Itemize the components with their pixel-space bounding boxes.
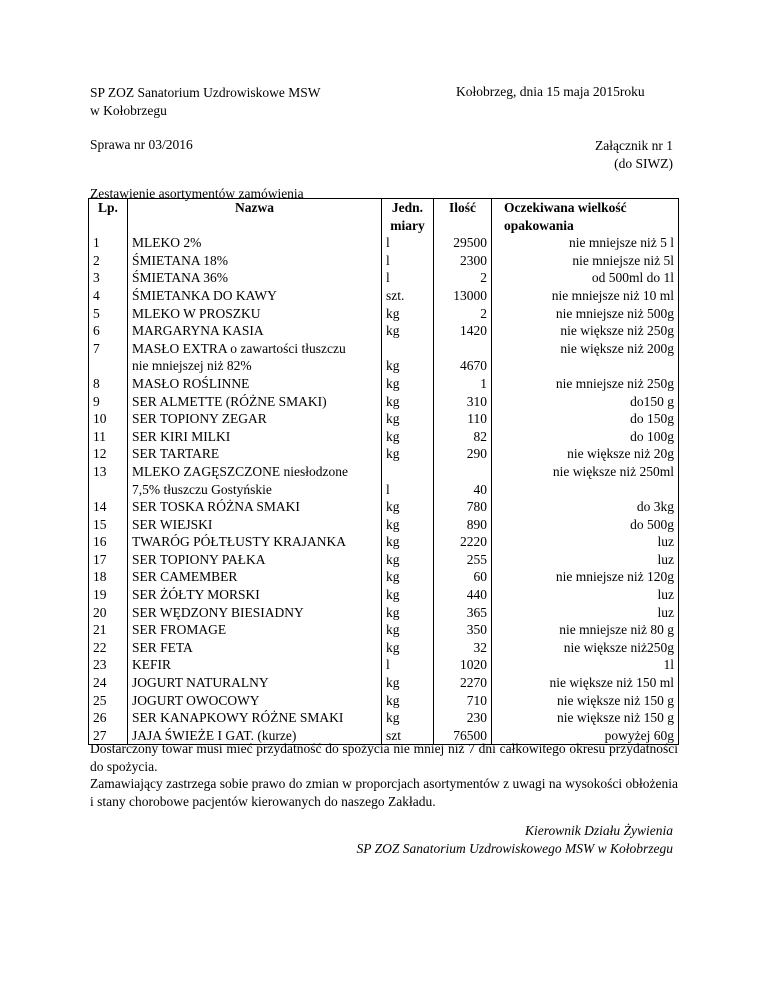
cell-unit: kg bbox=[382, 410, 434, 428]
cell-unit: kg bbox=[382, 393, 434, 411]
cell-unit: l bbox=[382, 656, 434, 674]
cell-lp: 10 bbox=[89, 410, 128, 428]
cell-qty: 1020 bbox=[434, 656, 492, 674]
cell-qty: 76500 bbox=[434, 727, 492, 745]
cell-lp: 14 bbox=[89, 498, 128, 516]
cell-lp: 19 bbox=[89, 586, 128, 604]
cell-name bbox=[128, 428, 382, 446]
cell-unit: kg bbox=[382, 586, 434, 604]
signature-line-1: Kierownik Działu Żywienia bbox=[525, 823, 673, 838]
cell-packaging: nie mniejsze niż 80 g bbox=[492, 621, 679, 639]
cell-packaging: nie większe niż 250g bbox=[492, 322, 679, 340]
cell-lp: 18 bbox=[89, 568, 128, 586]
cell-name-line-1: SER KIRI MILKI bbox=[132, 428, 231, 444]
org-line-1: SP ZOZ Sanatorium Uzdrowiskowe MSW bbox=[90, 85, 321, 100]
table-row bbox=[89, 393, 679, 411]
header-packaging bbox=[492, 199, 679, 235]
cell-name bbox=[128, 393, 382, 411]
cell-lp: 26 bbox=[89, 709, 128, 727]
cell-unit: kg bbox=[382, 516, 434, 534]
cell-lp: 15 bbox=[89, 516, 128, 534]
table-row bbox=[89, 252, 679, 270]
cell-lp: 12 bbox=[89, 445, 128, 463]
cell-name-line-1: MLEKO W PROSZKU bbox=[132, 305, 261, 321]
cell-packaging: nie większe niż 250ml bbox=[492, 463, 679, 498]
cell-name bbox=[128, 656, 382, 674]
cell-packaging: do 150g bbox=[492, 410, 679, 428]
cell-qty: 2 bbox=[434, 269, 492, 287]
cell-unit: l bbox=[382, 234, 434, 252]
cell-packaging: luz bbox=[492, 533, 679, 551]
cell-name bbox=[128, 533, 382, 551]
cell-qty: 230 bbox=[434, 709, 492, 727]
cell-packaging: do150 g bbox=[492, 393, 679, 411]
cell-unit: kg bbox=[382, 445, 434, 463]
cell-unit: kg bbox=[382, 568, 434, 586]
header-pack-line-2: opakowania bbox=[504, 217, 574, 233]
cell-name-line-1: JOGURT NATURALNY bbox=[132, 675, 269, 691]
cell-qty: 255 bbox=[434, 551, 492, 569]
cell-lp: 13 bbox=[89, 463, 128, 498]
cell-name bbox=[128, 445, 382, 463]
cell-lp: 20 bbox=[89, 604, 128, 622]
cell-qty: 32 bbox=[434, 639, 492, 657]
cell-packaging: nie mniejsze niż 5l bbox=[492, 252, 679, 270]
cell-name bbox=[128, 375, 382, 393]
cell-qty: 82 bbox=[434, 428, 492, 446]
cell-name bbox=[128, 604, 382, 622]
cell-qty: 440 bbox=[434, 586, 492, 604]
cell-lp: 1 bbox=[89, 234, 128, 252]
cell-name bbox=[128, 252, 382, 270]
cell-unit: kg bbox=[382, 498, 434, 516]
cell-unit: kg bbox=[382, 621, 434, 639]
cell-unit: kg bbox=[382, 533, 434, 551]
cell-name bbox=[128, 498, 382, 516]
cell-unit: kg bbox=[382, 709, 434, 727]
cell-packaging: do 3kg bbox=[492, 498, 679, 516]
attachment-line-1: Załącznik nr 1 bbox=[595, 138, 673, 153]
cell-qty: 13000 bbox=[434, 287, 492, 305]
cell-lp: 11 bbox=[89, 428, 128, 446]
cell-unit: szt bbox=[382, 727, 434, 745]
cell-unit: szt. bbox=[382, 287, 434, 305]
cell-name bbox=[128, 709, 382, 727]
cell-name-line-1: MASŁO ROŚLINNE bbox=[132, 375, 250, 391]
cell-qty: 60 bbox=[434, 568, 492, 586]
cell-lp: 5 bbox=[89, 305, 128, 323]
header-qty: Ilość bbox=[434, 199, 492, 235]
cell-unit: kg bbox=[382, 551, 434, 569]
table-row bbox=[89, 340, 679, 375]
table-row bbox=[89, 305, 679, 323]
cell-qty: 310 bbox=[434, 393, 492, 411]
cell-qty: 780 bbox=[434, 498, 492, 516]
cell-packaging: nie mniejsze niż 5 l bbox=[492, 234, 679, 252]
cell-name bbox=[128, 463, 382, 498]
cell-name-line-1: SER TARTARE bbox=[132, 446, 220, 462]
table-row bbox=[89, 551, 679, 569]
cell-unit: kg bbox=[382, 305, 434, 323]
cell-qty: 4670 bbox=[434, 340, 492, 375]
cell-qty: 365 bbox=[434, 604, 492, 622]
cell-unit: kg bbox=[382, 340, 434, 375]
cell-qty: 290 bbox=[434, 445, 492, 463]
cell-unit: l bbox=[382, 463, 434, 498]
cell-packaging: luz bbox=[492, 586, 679, 604]
cell-name bbox=[128, 287, 382, 305]
cell-name bbox=[128, 674, 382, 692]
cell-name-line-1: SER TOPIONY ZEGAR bbox=[132, 411, 267, 427]
cell-qty: 2300 bbox=[434, 252, 492, 270]
table-row bbox=[89, 621, 679, 639]
cell-name-line-1: MARGARYNA KASIA bbox=[132, 323, 264, 339]
cell-name-line-1: SER KANAPKOWY RÓŻNE SMAKI bbox=[132, 710, 344, 726]
attachment-line-2: (do SIWZ) bbox=[614, 156, 673, 171]
cell-name bbox=[128, 568, 382, 586]
cell-lp: 8 bbox=[89, 375, 128, 393]
cell-packaging: nie większe niż250g bbox=[492, 639, 679, 657]
cell-qty: 1 bbox=[434, 375, 492, 393]
cell-unit: kg bbox=[382, 322, 434, 340]
cell-name-line-1: JAJA ŚWIEŻE I GAT. (kurze) bbox=[132, 727, 297, 743]
cell-packaging: luz bbox=[492, 604, 679, 622]
cell-packaging: nie większe niż 150 ml bbox=[492, 674, 679, 692]
header-unit-line-1: Jedn. bbox=[391, 200, 424, 215]
table-row bbox=[89, 516, 679, 534]
table-row bbox=[89, 428, 679, 446]
org-line-2: w Kołobrzegu bbox=[90, 103, 167, 118]
document-subtitle: Zestawienie asortymentów zamówienia bbox=[90, 186, 304, 201]
cell-name-line-1: SER WĘDZONY BIESIADNY bbox=[132, 604, 304, 620]
table-row bbox=[89, 674, 679, 692]
cell-lp: 7 bbox=[89, 340, 128, 375]
signature-line-2: SP ZOZ Sanatorium Uzdrowiskowego MSW w Kołobrzegu bbox=[356, 841, 673, 856]
table-row bbox=[89, 375, 679, 393]
cell-name-line-2: 7,5% tłuszczu Gostyńskie bbox=[132, 481, 272, 497]
cell-name bbox=[128, 305, 382, 323]
cell-lp: 24 bbox=[89, 674, 128, 692]
cell-lp: 4 bbox=[89, 287, 128, 305]
cell-name-line-1: SER FROMAGE bbox=[132, 622, 227, 638]
table-row bbox=[89, 322, 679, 340]
table-row bbox=[89, 692, 679, 710]
place-date: Kołobrzeg, dnia 15 maja 2015roku bbox=[456, 84, 645, 99]
cell-packaging: od 500ml do 1l bbox=[492, 269, 679, 287]
cell-name-line-1: SER TOSKA RÓŻNA SMAKI bbox=[132, 499, 300, 515]
cell-unit: l bbox=[382, 252, 434, 270]
cell-qty: 29500 bbox=[434, 234, 492, 252]
cell-packaging: nie mniejsze niż 120g bbox=[492, 568, 679, 586]
cell-lp: 9 bbox=[89, 393, 128, 411]
cell-lp: 21 bbox=[89, 621, 128, 639]
cell-name-line-1: TWARÓG PÓŁTŁUSTY KRAJANKA bbox=[132, 534, 346, 550]
cell-packaging: nie mniejsze niż 10 ml bbox=[492, 287, 679, 305]
table-row bbox=[89, 287, 679, 305]
delivery-notes bbox=[90, 740, 678, 810]
cell-name-line-1: SER ŻÓŁTY MORSKI bbox=[132, 587, 260, 603]
cell-name bbox=[128, 586, 382, 604]
note-proportions: Zamawiający zastrzega sobie prawo do zmian w proporcjach asortymentów z uwagi na wysokości obłożenia i stany chorobowe pacjentów kierowanych do naszego Zakładu. bbox=[90, 776, 678, 809]
cell-name bbox=[128, 269, 382, 287]
cell-lp: 27 bbox=[89, 727, 128, 745]
note-shelf-life: Dostarczony towar musi mieć przydatność do spożycia nie mniej niż 7 dni całkowitego okresu przydatności do spożycia. bbox=[90, 741, 678, 774]
assortment-table bbox=[88, 198, 679, 745]
cell-name-line-2: nie mniejszej niż 82% bbox=[132, 358, 252, 374]
cell-name bbox=[128, 410, 382, 428]
header-name: Nazwa bbox=[128, 199, 382, 235]
cell-name bbox=[128, 639, 382, 657]
table-row bbox=[89, 269, 679, 287]
attachment-label bbox=[595, 137, 673, 173]
table-row bbox=[89, 445, 679, 463]
cell-name-line-1: MASŁO EXTRA o zawartości tłuszczu bbox=[132, 340, 346, 356]
cell-name bbox=[128, 340, 382, 375]
cell-lp: 6 bbox=[89, 322, 128, 340]
cell-unit: kg bbox=[382, 428, 434, 446]
cell-packaging: nie mniejsze niż 500g bbox=[492, 305, 679, 323]
cell-name-line-1: SER CAMEMBER bbox=[132, 569, 238, 585]
cell-qty: 2220 bbox=[434, 533, 492, 551]
cell-qty: 2270 bbox=[434, 674, 492, 692]
table-row bbox=[89, 604, 679, 622]
cell-packaging: nie większe niż 200g bbox=[492, 340, 679, 375]
table-row bbox=[89, 639, 679, 657]
cell-unit: l bbox=[382, 269, 434, 287]
cell-name bbox=[128, 322, 382, 340]
cell-name-line-1: MLEKO 2% bbox=[132, 235, 202, 251]
cell-name bbox=[128, 234, 382, 252]
table-row bbox=[89, 463, 679, 498]
cell-lp: 2 bbox=[89, 252, 128, 270]
cell-packaging: do 500g bbox=[492, 516, 679, 534]
cell-qty: 2 bbox=[434, 305, 492, 323]
table-row bbox=[89, 568, 679, 586]
cell-name-line-1: JOGURT OWOCOWY bbox=[132, 692, 260, 708]
table-row bbox=[89, 234, 679, 252]
header-unit-line-2: miary bbox=[390, 217, 425, 233]
cell-packaging: luz bbox=[492, 551, 679, 569]
cell-qty: 110 bbox=[434, 410, 492, 428]
table-header-row bbox=[89, 199, 679, 235]
cell-name bbox=[128, 621, 382, 639]
table-row bbox=[89, 709, 679, 727]
table-row bbox=[89, 656, 679, 674]
cell-packaging: do 100g bbox=[492, 428, 679, 446]
cell-name-line-1: MLEKO ZAGĘSZCZONE niesłodzone bbox=[132, 463, 348, 479]
organization-name bbox=[90, 84, 320, 120]
table-row bbox=[89, 533, 679, 551]
cell-name bbox=[128, 551, 382, 569]
cell-name-line-1: ŚMIETANKA DO KAWY bbox=[132, 287, 277, 303]
cell-unit: kg bbox=[382, 639, 434, 657]
cell-unit: kg bbox=[382, 375, 434, 393]
cell-packaging: powyżej 60g bbox=[492, 727, 679, 745]
cell-packaging: nie większe niż 150 g bbox=[492, 692, 679, 710]
table-row bbox=[89, 586, 679, 604]
cell-qty: 350 bbox=[434, 621, 492, 639]
cell-unit: kg bbox=[382, 674, 434, 692]
cell-packaging: nie mniejsze niż 250g bbox=[492, 375, 679, 393]
signature-block bbox=[356, 822, 673, 858]
cell-name bbox=[128, 516, 382, 534]
cell-packaging: nie większe niż 150 g bbox=[492, 709, 679, 727]
cell-qty: 40 bbox=[434, 463, 492, 498]
cell-name-line-1: KEFIR bbox=[132, 657, 172, 673]
cell-unit: kg bbox=[382, 692, 434, 710]
cell-name-line-1: SER TOPIONY PAŁKA bbox=[132, 551, 266, 567]
cell-name-line-1: ŚMIETANA 18% bbox=[132, 252, 229, 268]
table-row bbox=[89, 410, 679, 428]
cell-name bbox=[128, 692, 382, 710]
cell-qty: 890 bbox=[434, 516, 492, 534]
cell-name-line-1: SER ALMETTE (RÓŻNE SMAKI) bbox=[132, 393, 327, 409]
cell-lp: 17 bbox=[89, 551, 128, 569]
cell-name-line-1: ŚMIETANA 36% bbox=[132, 270, 229, 286]
header-pack-line-1: Oczekiwana wielkość bbox=[504, 200, 627, 215]
header-lp: Lp. bbox=[89, 199, 128, 235]
cell-packaging: nie większe niż 20g bbox=[492, 445, 679, 463]
table-row bbox=[89, 498, 679, 516]
header-unit bbox=[382, 199, 434, 235]
cell-qty: 1420 bbox=[434, 322, 492, 340]
cell-lp: 25 bbox=[89, 692, 128, 710]
cell-qty: 710 bbox=[434, 692, 492, 710]
cell-name-line-1: SER FETA bbox=[132, 639, 193, 655]
cell-lp: 16 bbox=[89, 533, 128, 551]
cell-lp: 3 bbox=[89, 269, 128, 287]
cell-lp: 23 bbox=[89, 656, 128, 674]
cell-packaging: 1l bbox=[492, 656, 679, 674]
case-number: Sprawa nr 03/2016 bbox=[90, 137, 193, 152]
cell-unit: kg bbox=[382, 604, 434, 622]
cell-lp: 22 bbox=[89, 639, 128, 657]
cell-name-line-1: SER WIEJSKI bbox=[132, 516, 213, 532]
